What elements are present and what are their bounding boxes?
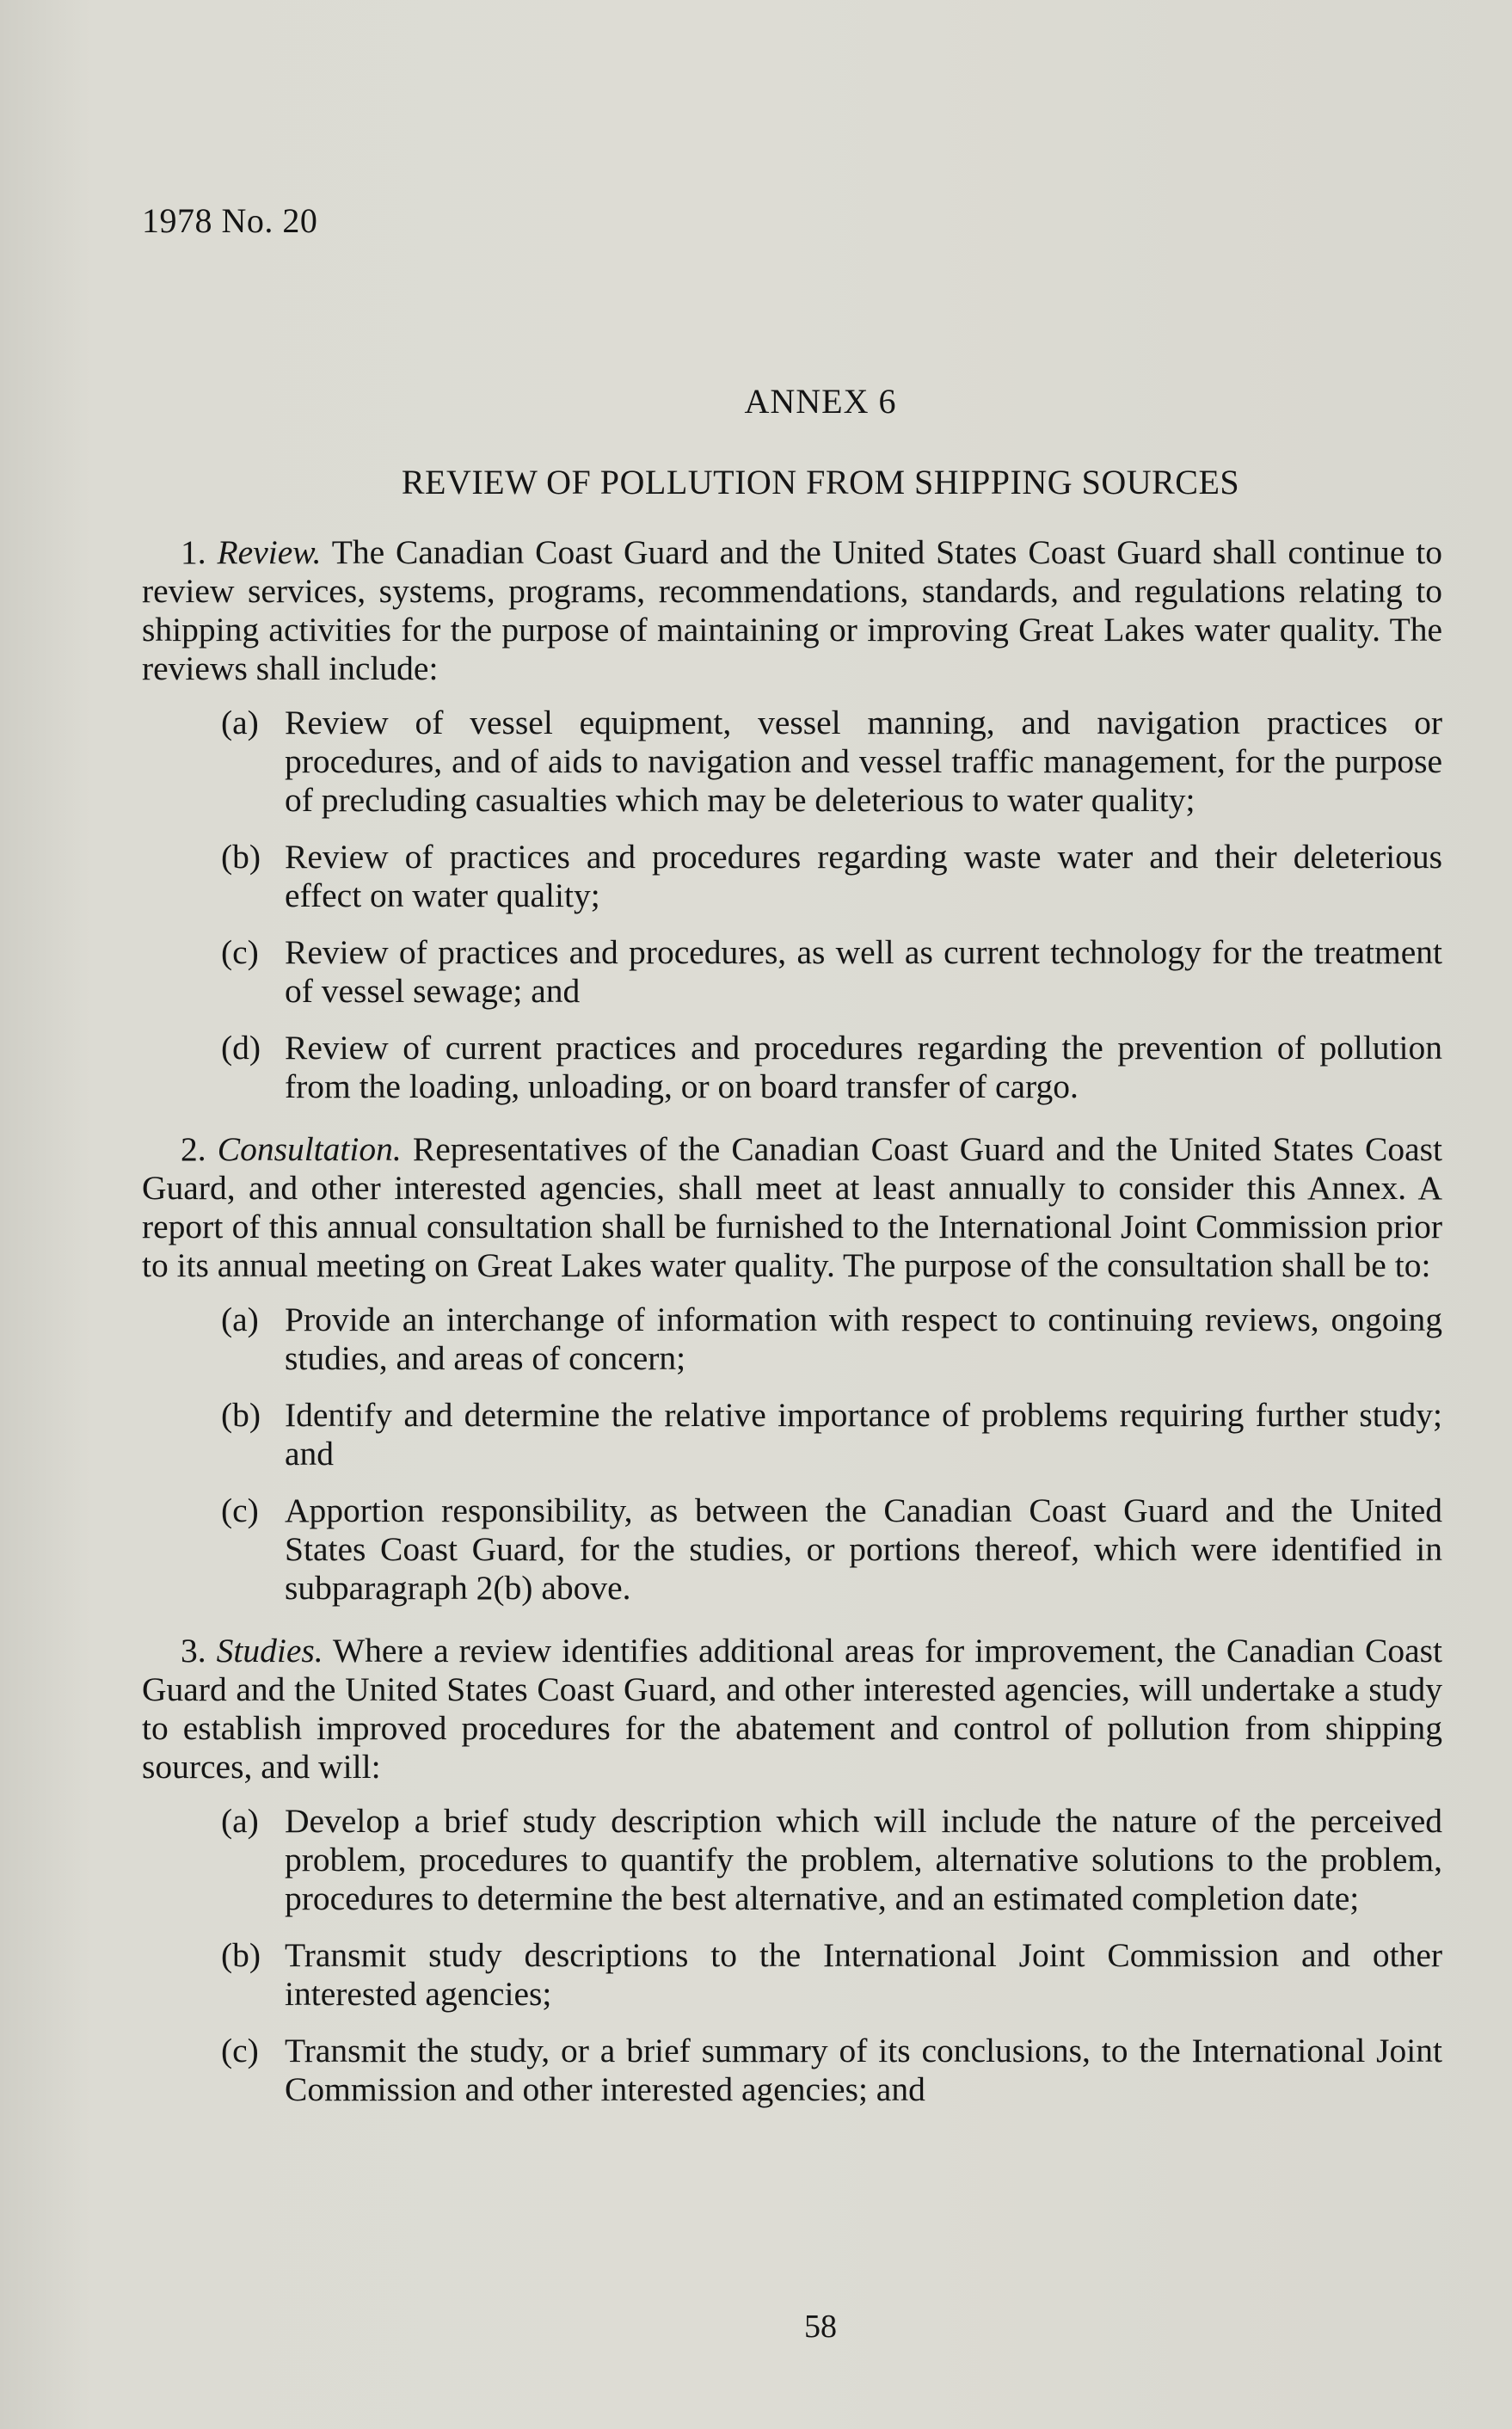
item-label: (d) bbox=[221, 1029, 261, 1067]
section-1-text: The Canadian Coast Guard and the United States Coast Guard shall continue to review services, systems, programs, recommendations, standards, and regulations relating to shipping activities for the purpose of maintaining or improving Great Lakes water quality. The reviews shall include: bbox=[142, 533, 1443, 687]
item-label: (c) bbox=[221, 2032, 259, 2069]
list-item bbox=[142, 1301, 1442, 1378]
section-3-paragraph bbox=[142, 1632, 1442, 1786]
item-label: (c) bbox=[221, 933, 259, 971]
list-item bbox=[142, 1029, 1442, 1106]
item-label: (a) bbox=[221, 1301, 259, 1338]
annex-heading: ANNEX 6 bbox=[744, 382, 897, 421]
section-1-number: 1. bbox=[181, 533, 206, 571]
section-2-number: 2. bbox=[181, 1130, 206, 1168]
section-1-paragraph bbox=[142, 533, 1442, 688]
item-text: Transmit study descriptions to the International Joint Commission and other interested agencies; bbox=[285, 1936, 1442, 2013]
list-item bbox=[142, 1802, 1442, 1918]
list-item bbox=[142, 1491, 1442, 1608]
list-item bbox=[142, 933, 1442, 1011]
section-3-text: Where a review identifies additional areas for improvement, the Canadian Coast Guard and the United States Coast Guard, and other interested agencies, will undertake a study to establish improved procedures for the abatement and control of pollution from shipping sources, and will: bbox=[142, 1632, 1443, 1786]
section-3-heading: Studies. bbox=[216, 1632, 323, 1670]
item-text: Develop a brief study description which will include the nature of the perceived problem, procedures to quantify the problem, alternative solutions to the problem, procedures to determine the best alternative, and an estimated completion date; bbox=[285, 1802, 1442, 1917]
section-2-list bbox=[142, 1301, 1442, 1608]
list-item bbox=[142, 838, 1442, 915]
document-header: 1978 No. 20 bbox=[142, 201, 318, 240]
section-1-list bbox=[142, 704, 1442, 1106]
section-1-heading: Review. bbox=[217, 533, 322, 571]
section-3-number: 3. bbox=[181, 1632, 206, 1670]
item-text: Review of current practices and procedures regarding the prevention of pollution from the loading, unloading, or on board transfer of cargo. bbox=[285, 1029, 1442, 1105]
section-2-paragraph bbox=[142, 1130, 1442, 1285]
item-text: Review of vessel equipment, vessel manning, and navigation practices or procedures, and of aids to navigation and vessel traffic management, for the purpose of precluding casualties which may be deleterious to water quality; bbox=[285, 704, 1442, 819]
item-label: (b) bbox=[221, 1396, 261, 1434]
section-2-heading: Consultation. bbox=[217, 1130, 402, 1168]
item-label: (b) bbox=[221, 838, 261, 876]
item-text: Provide an interchange of information with respect to continuing reviews, ongoing studies, and areas of concern; bbox=[285, 1301, 1442, 1377]
page-number: 58 bbox=[804, 2309, 837, 2345]
document-title: REVIEW OF POLLUTION FROM SHIPPING SOURCES bbox=[401, 463, 1240, 501]
item-label: (a) bbox=[221, 704, 259, 741]
item-text: Review of practices and procedures, as well as current technology for the treatment of vessel sewage; and bbox=[285, 933, 1442, 1010]
section-2-text: Representatives of the Canadian Coast Guard and the United States Coast Guard, and other interested agencies, shall meet at least annually to consider this Annex. A report of this annual consultation shall be furnished to the International Joint Commission prior to its annual meeting on Great Lakes water quality. The purpose of the consultation shall be to: bbox=[142, 1130, 1443, 1284]
item-label: (b) bbox=[221, 1936, 261, 1974]
section-3-list bbox=[142, 1802, 1442, 2109]
document-body bbox=[142, 533, 1442, 2133]
item-label: (a) bbox=[221, 1802, 259, 1840]
list-item bbox=[142, 1936, 1442, 2014]
item-label: (c) bbox=[221, 1491, 259, 1529]
item-text: Identify and determine the relative importance of problems requiring further study; and bbox=[285, 1396, 1442, 1473]
list-item bbox=[142, 2032, 1442, 2109]
list-item bbox=[142, 704, 1442, 820]
item-text: Apportion responsibility, as between the Canadian Coast Guard and the United States Coast Guard, for the studies, or portions thereof, which were identified in subparagraph 2(b) above. bbox=[285, 1491, 1442, 1607]
item-text: Review of practices and procedures regarding waste water and their deleterious effect on water quality; bbox=[285, 838, 1442, 914]
list-item bbox=[142, 1396, 1442, 1473]
item-text: Transmit the study, or a brief summary of its conclusions, to the International Joint Commission and other interested agencies; and bbox=[285, 2032, 1442, 2108]
